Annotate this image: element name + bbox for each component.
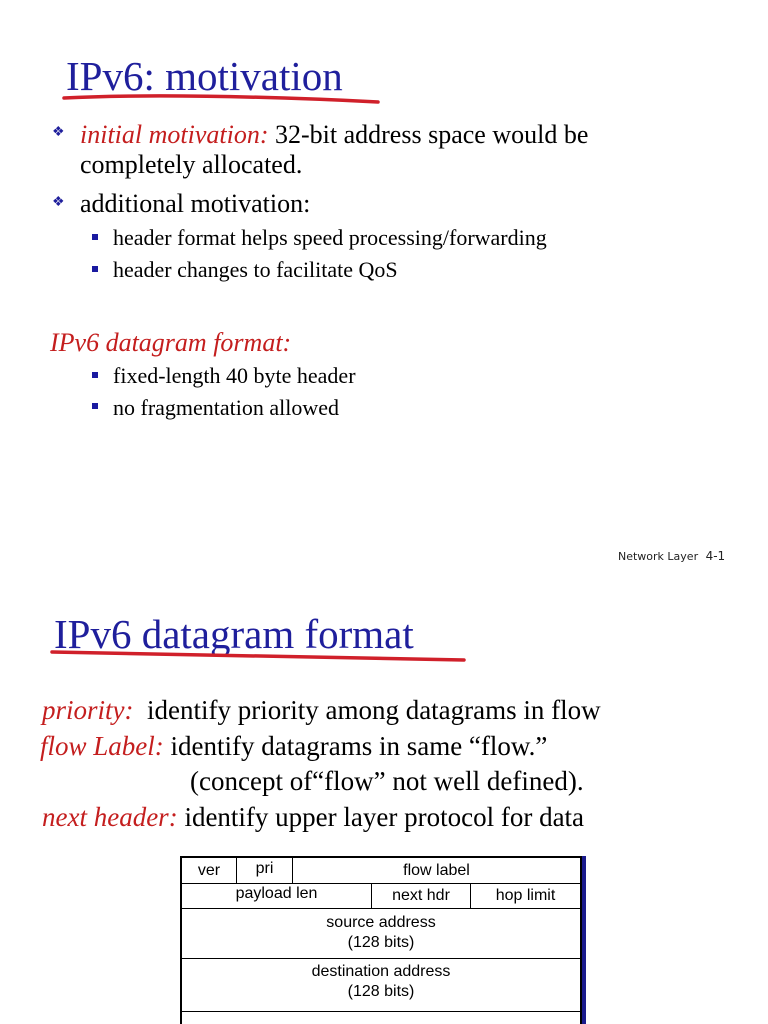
diamond-bullet-icon: ❖ [52, 195, 65, 210]
definition-flow-label [40, 730, 547, 762]
definition-text: identify priority among datagrams in flow [133, 695, 601, 725]
ipv6-header-table [180, 856, 582, 1024]
section-label: IPv6 datagram format: [50, 328, 292, 357]
destination-address-label: destination address [311, 963, 451, 980]
source-bits-label: (128 bits) [347, 934, 415, 951]
footer-label: Network Layer [618, 550, 699, 563]
bullet-initial-motivation [80, 120, 588, 150]
definition-term: flow Label: [40, 731, 164, 761]
definition-term: priority: [42, 695, 134, 725]
field-source-address [182, 909, 580, 959]
field-next-hdr: next hdr [372, 884, 471, 909]
page-number: 4-1 [705, 549, 726, 563]
slide-1-title: IPv6: motivation [66, 53, 343, 99]
definition-term: next header: [42, 802, 178, 832]
format-bullet: fixed-length 40 byte header [113, 363, 356, 388]
slide-2-title: IPv6 datagram format [54, 611, 414, 657]
definition-flow-note: (concept of“flow” not well defined). [190, 766, 584, 796]
bullet-text: 32-bit address space would be [268, 120, 589, 149]
square-bullet-icon [92, 372, 98, 378]
field-payload-len: payload len [182, 884, 372, 909]
sub-bullet: header format helps speed processing/forwarding [113, 225, 547, 250]
emphasis-text: initial motivation: [80, 120, 269, 149]
square-bullet-icon [92, 234, 98, 240]
title-underline [62, 92, 382, 106]
bullet-additional-motivation: additional motivation: [80, 189, 311, 218]
field-destination-address [182, 959, 580, 1012]
bullet-continuation: completely allocated. [80, 150, 303, 179]
field-ver: ver [182, 858, 237, 884]
field-pri: pri [237, 858, 293, 884]
destination-bits-label: (128 bits) [347, 983, 415, 1000]
definition-text: identify datagrams in same “flow.” [163, 731, 548, 761]
square-bullet-icon [92, 266, 98, 272]
title-underline [50, 648, 470, 664]
sub-bullet: header changes to facilitate QoS [113, 257, 398, 282]
definition-next-header [42, 801, 584, 833]
field-hop-limit: hop limit [471, 884, 580, 909]
source-address-label: source address [326, 914, 436, 931]
square-bullet-icon [92, 403, 98, 409]
format-bullet: no fragmentation allowed [113, 395, 340, 420]
diamond-bullet-icon: ❖ [52, 125, 65, 140]
definition-text: identify upper layer protocol for data [177, 802, 585, 832]
slide-footer [618, 549, 725, 563]
definition-priority [42, 694, 601, 726]
field-flow-label: flow label [293, 858, 580, 884]
